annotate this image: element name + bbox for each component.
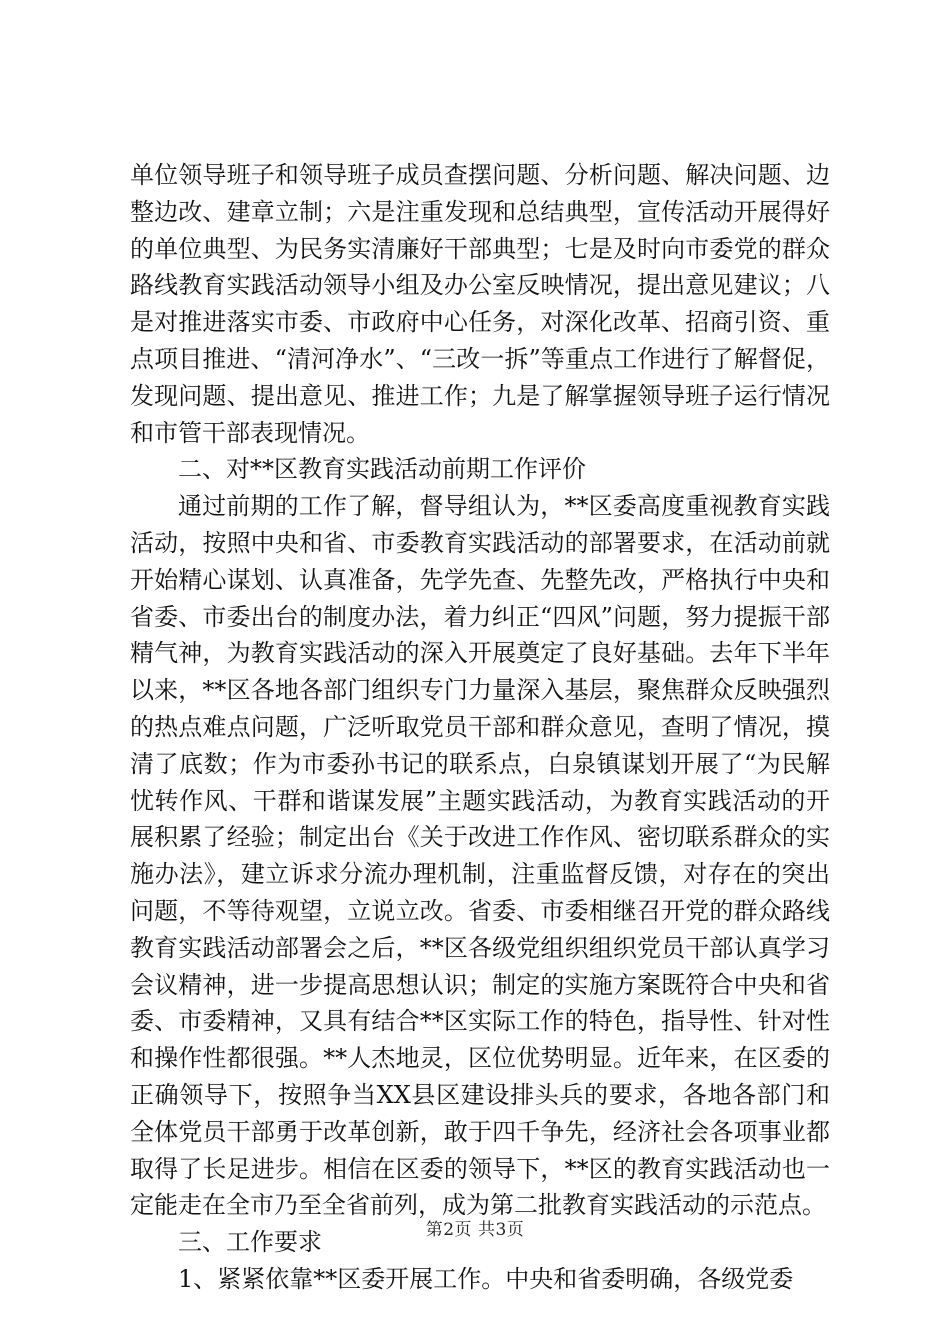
- document-body: [130, 157, 830, 1298]
- section-heading-three: 三、工作要求: [178, 1228, 322, 1257]
- page-number-footer: 第2页 共3页: [425, 1220, 525, 1240]
- section-heading-two: 二、对**区教育实践活动前期工作评价: [178, 455, 586, 484]
- paragraph-requirement-one: 1、紧紧依靠**区委开展工作。中央和省委明确，各级党委: [178, 1264, 794, 1293]
- paragraph-evaluation: 通过前期的工作了解，督导组认为，**区委高度重视教育实践活动，按照中央和省、市委教育实践活动的部署要求，在活动前就开始精心谋划、认真准备，先学先查、先整先改，严格执行中央和省委、市委出台的制度办法，着力纠正“四风”问题，努力提振干部精气神，为教育实践活动的深入开展奠定了良好基础。去年下半年以来，**区各地各部门组织专门力量深入基层，聚焦群众反映强烈的热点难点问题，广泛听取党员干部和群众意见，查明了情况，摸清了底数；作为市委孙书记的联系点，白泉镇谋划开展了“为民解忧转作风、干群和谐谋发展”主题实践活动，为教育实践活动的开展积累了经验；制定出台《关于改进工作作风、密切联系群众的实施办法》，建立诉求分流办理机制，注重监督反馈，对存在的突出问题，不等待观望，立说立改。省委、市委相继召开党的群众路线教育实践活动部署会之后，**区各级党组织组织党员干部认真学习会议精神，进一步提高思想认识；制定的实施方案既符合中央和省委、市委精神，又具有结合**区实际工作的特色，指导性、针对性和操作性都很强。**人杰地灵，区位优势明显。近年来，在区委的正确领导下，按照争当XX县区建设排头兵的要求，各地各部门和全体党员干部勇于改革创新，敢于四千争先，经济社会各项事业都取得了长足进步。相信在区委的领导下，**区的教育实践活动也一定能走在全市乃至全省前列，成为第二批教育实践活动的示范点。: [130, 492, 830, 1220]
- paragraph-continuation: 单位领导班子和领导班子成员查摆问题、分析问题、解决问题、边整边改、建章立制；六是注重发现和总结典型，宣传活动开展得好的单位典型、为民务实清廉好干部典型；七是及时向市委党的群众路线教育实践活动领导小组及办公室反映情况，提出意见建议；八是对推进落实市委、市政府中心任务，对深化改革、招商引资、重点项目推进、“清河净水”、“三改一拆”等重点工作进行了解督促，发现问题、提出意见、推进工作；九是了解掌握领导班子运行情况和市管干部表现情况。: [130, 161, 830, 447]
